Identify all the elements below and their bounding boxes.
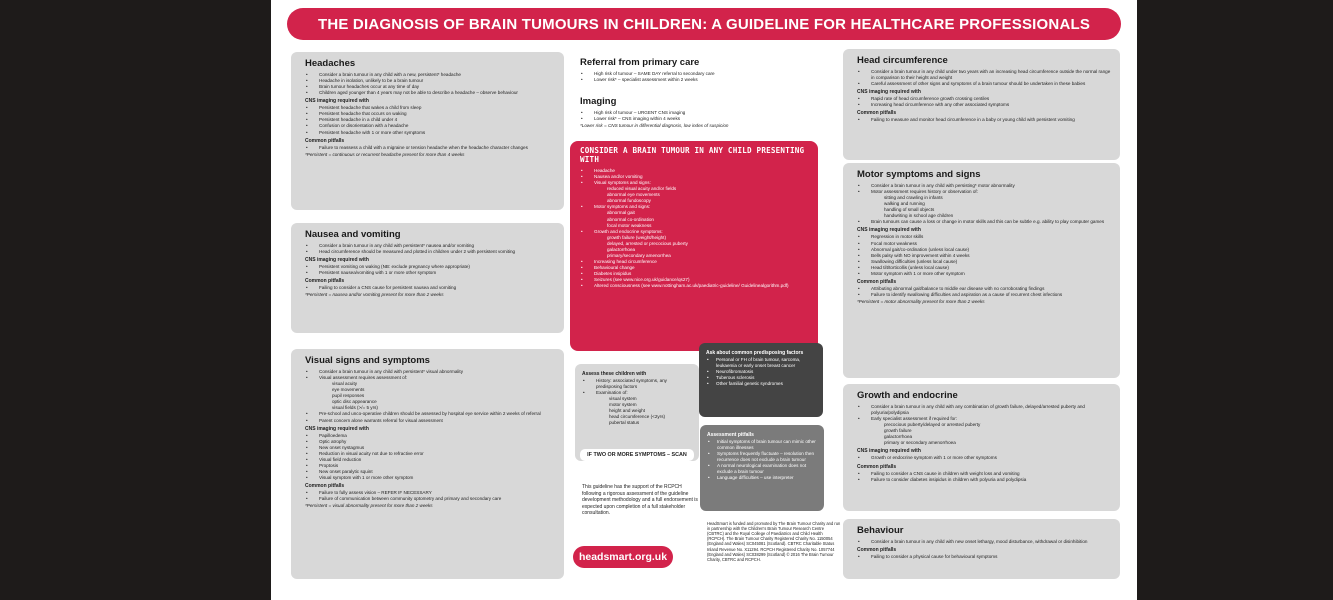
section-heading: Head circumference (857, 55, 948, 66)
cns-list (857, 96, 1112, 108)
footnote: *Persistent = visual abnormality present for more than 2 weeks (305, 503, 433, 509)
sub-list (857, 422, 1112, 446)
cns-imaging-label: CNS imaging required with (305, 98, 369, 105)
pitfall-list (305, 285, 556, 291)
pitfall-list (305, 490, 556, 502)
cns-item: • Swallowing difficulties (unless local cause) (857, 259, 1112, 265)
intro-item: • Careful assessment of other signs and symptoms of a brain tumour should be undertaken in these babies (857, 81, 1112, 87)
cns-list (857, 234, 1112, 276)
pitfall-item: • Failure of communication between community optometry and primary and secondary care (305, 496, 556, 502)
pitfall-list (857, 471, 1112, 483)
section-heading: Behaviour (857, 525, 904, 536)
pitfalls-label: Common pitfalls (857, 278, 897, 285)
cns-item: • Persistent vomiting on waking (NB: exclude pregnancy where appropriate) (305, 264, 556, 270)
section-item: • Lower risk* – specialist assessment within 2 weeks (580, 77, 810, 83)
predisposing-item: • Other familial genetic syndromes (706, 381, 816, 387)
sub-item: precocious puberty/delayed or arrested puberty (884, 422, 981, 428)
behaviour-card (843, 519, 1120, 579)
intro-list (305, 243, 556, 255)
cns-item: • Papilloedema (305, 433, 556, 439)
sub-item: visual fields (>/= 5 yrs) (332, 405, 378, 411)
section-item: • High risk of tumour – SAME DAY referral to secondary care (580, 71, 810, 77)
intro-item: • Motor assessment requires history or observation of: (857, 189, 1112, 195)
cns-item: • Head tilt/torticollis (unless local cause) (857, 265, 1112, 271)
predisposing-heading: Ask about common predisposing factors (706, 350, 804, 356)
cns-imaging-label: CNS imaging required with (857, 89, 921, 96)
assess-card (575, 364, 699, 461)
cns-item: • Visual symptom with 1 or more other symptom (305, 475, 556, 481)
cns-list (305, 433, 556, 482)
section-item: • High risk of tumour – URGENT CNS imaging (580, 110, 810, 116)
presenting-symptoms-panel (570, 141, 818, 351)
sub-list (305, 381, 556, 411)
intro-item: • Consider a brain tumour in any child with a new, persistent* headache (305, 72, 556, 78)
section-heading: Growth and endocrine (857, 390, 958, 401)
head-circumference-card (843, 49, 1120, 160)
pitfall-item: • Attributing abnormal gait/balance to middle ear disease with no corroborating findings (857, 286, 1112, 292)
cns-item: • Focal motor weakness (857, 241, 1112, 247)
intro-list (305, 72, 556, 96)
pitfall-item: • Failing to consider a physical cause for behavioural symptoms (857, 554, 1112, 560)
intro-list (857, 219, 1112, 225)
pitfall-list (857, 554, 1112, 560)
present-item: • Motor symptoms and signs: (580, 204, 808, 210)
present-item: abnormal gait (607, 210, 635, 216)
cns-item: • Bells palsy with NO improvement within 4 weeks (857, 253, 1112, 259)
cns-item: • Persistent headache in a child under 4 (305, 117, 556, 123)
scan-rule: IF TWO OR MORE SYMPTOMS – SCAN (580, 449, 694, 461)
pitfall-item: • Failure to consider diabetes insipidus in children with polyuria and polydipsia (857, 477, 1112, 483)
present-item: • Nausea and/or vomiting (580, 174, 808, 180)
pitfalls-label: Common pitfalls (305, 137, 345, 144)
pitfalls-label: Common pitfalls (857, 463, 897, 470)
present-item: • Behavioural change (580, 265, 808, 271)
cns-item: • Persistent headache that wakes a child from sleep (305, 105, 556, 111)
assess-item: • Examination of: (582, 390, 692, 396)
cns-item: • Persistent nausea/vomiting with 1 or more other symptom (305, 270, 556, 276)
section-heading: Referral from primary care (580, 57, 700, 68)
footnote: *Persistent = motor abnormality present for more than 2 weeks (857, 299, 985, 304)
cns-item: • Increasing head circumference with any other associated symptoms (857, 102, 1112, 108)
cns-item: • Regression in motor skills (857, 234, 1112, 240)
cns-list (857, 455, 1112, 461)
section-item: • Lower risk* – CNS imaging within 4 weeks (580, 116, 810, 122)
footnote: *Persistent = continuous or recurrent headache present for more than 4 weeks (305, 151, 465, 157)
intro-item: • Consider a brain tumour in any child with persistent* nausea and/or vomiting (305, 243, 556, 249)
present-item: abnormal fundoscopy (607, 198, 651, 204)
cns-item: • Motor symptom with 1 or more other symptom (857, 271, 1112, 277)
assessment-pitfall-item: • Initial symptoms of brain tumour can mimic other common illnesses (707, 439, 817, 451)
referral-section (580, 57, 810, 87)
present-item: reduced visual acuity and/or fields (607, 186, 677, 192)
section-list (580, 110, 810, 122)
sub-item: eye movements (332, 387, 365, 393)
predisposing-item: • Personal or FH of brain tumour, sarcoma, leukaemia or early onset breast cancer (706, 357, 816, 369)
footnote: *Persistent = nausea and/or vomiting present for more than 2 weeks (305, 292, 444, 298)
rcpch-support-text: This guideline has the support of the RCPCH following a rigorous assessment of the guideline development methodology and a full endorsement is expected upon completion of a full stakeholder consultation. (582, 484, 698, 516)
present-item: • Increasing head circumference (580, 259, 808, 265)
assess-heading: Assess these children with (582, 371, 647, 377)
present-item: growth failure (weight/height) (607, 234, 666, 240)
present-item: • Altered consciousness (see www.nottingham.ac.uk/paediatric-guideline/ Guidelinealgorithm.pdf) (580, 283, 808, 289)
predisposing-list (706, 357, 816, 387)
assess-item: • History: associated symptoms, any predisposing factors (582, 378, 692, 390)
present-item: abnormal co-ordination (607, 216, 654, 222)
intro-list (857, 69, 1112, 87)
sub-item: galactorrhoea (884, 434, 913, 440)
title-banner (287, 8, 1121, 40)
present-item: delayed, arrested or precocious puberty (607, 240, 688, 246)
section-heading: Visual signs and symptoms (305, 355, 430, 366)
pitfall-item: • Failing to consider a CNS cause in children with weight loss and vomiting (857, 471, 1112, 477)
cns-item: • Optic atrophy (305, 439, 556, 445)
pitfall-item: • Failing to consider a CNS cause for persistent nausea and vomiting (305, 285, 556, 291)
present-item: • Growth and endocrine symptoms: (580, 229, 808, 235)
presenting-list (580, 168, 808, 289)
intro-item: • Headache in isolation, unlikely to be a brain tumour (305, 78, 556, 84)
sub-item: optic disc appearance (332, 399, 377, 405)
assessment-pitfall-item: • Symptoms frequently fluctuate – resolution then recurrence does not exclude a brain tumour (707, 451, 817, 463)
intro-item: • Head circumference should be measured and plotted in children under 2 with persistent vomiting (305, 249, 556, 255)
present-item: abnormal eye movements (607, 192, 660, 198)
intro-item: • Consider a brain tumour in any child with any combination of growth failure, delayed/arrested puberty and polyuria/polydipsia (857, 404, 1112, 416)
pitfall-item: • Failing to measure and monitor head circumference in a baby or young child with persistent vomiting (857, 117, 1112, 123)
guideline-poster (271, 0, 1137, 600)
present-item: galactorrhoea (607, 246, 636, 252)
section-heading: Nausea and vomiting (305, 229, 401, 240)
intro-list (857, 183, 1112, 195)
intro-item: • Children aged younger than 4 years may not be able to describe a headache – observe behaviour (305, 90, 556, 96)
sub-item: handling of small objects (884, 207, 935, 213)
cns-item: • Proptosis (305, 463, 556, 469)
cns-item: • Persistent headache that occurs on waking (305, 111, 556, 117)
pitfall-item: • Failure to identify swallowing difficulties and aspiration as a cause of recurrent chest infections (857, 292, 1112, 298)
cns-imaging-label: CNS imaging required with (857, 227, 921, 234)
cns-item: • Reduction in visual acuity not due to refractive error (305, 451, 556, 457)
pitfalls-label: Common pitfalls (305, 278, 345, 285)
motor-card (843, 163, 1120, 378)
pitfall-list (857, 117, 1112, 123)
sub-item: walking and running (884, 201, 925, 207)
pitfalls-label: Common pitfalls (857, 110, 897, 117)
cns-item: • New onset paralytic squint (305, 469, 556, 475)
headsmart-url[interactable]: headsmart.org.uk (573, 546, 673, 568)
sub-list (857, 195, 1112, 219)
section-heading: Headaches (305, 58, 356, 69)
cns-list (305, 105, 556, 135)
footnote: *Lower risk = CNS tumour in differential diagnosis, low index of suspicion (580, 123, 729, 129)
cns-item: • Persistent headache with 1 or more other symptoms (305, 130, 556, 136)
pitfall-list (305, 145, 556, 151)
funding-statement: HeadSmart is funded and promoted by The Brain Tumour Charity and run in partnership with the Children's Brain Tumour Research Centre (CBTRC) and the Royal College of Paediatrics and Child Health (RCPCH). The Brain Tumour Charity Registered Charity No. 1150054 (England and Wales) SC045081 (Scotland). CBTRC Charitable Status Inland Revenue No. X11294. RCPCH Registered Charity No. 1057744 (England and Wales) SC038299 (Scotland) © 2016 The Brain Tumour Charity, CBTRC and RCPCH. (707, 521, 841, 562)
sub-item: sitting and crawling in infants (884, 195, 943, 201)
intro-item: • Early specialist assessment if required for: (857, 416, 1112, 422)
visual-card (291, 349, 564, 579)
present-item: • Seizures (see www.nice.org.uk/guidance/qs27) (580, 277, 808, 283)
cns-item: • Abnormal gait/co-ordination (unless local cause) (857, 247, 1112, 253)
sub-item: pupil responses (332, 393, 365, 399)
present-item: • Headache (580, 168, 808, 174)
cns-imaging-label: CNS imaging required with (305, 257, 369, 264)
assess-item: visual system (609, 396, 637, 402)
sub-item: handwriting in school age children (884, 213, 954, 219)
intro-item: • Parent concern alone warrants referral for visual assessment (305, 418, 556, 424)
headaches-card (291, 52, 564, 210)
predisposing-item: • Neurofibromatosis (706, 369, 816, 375)
intro-list (305, 369, 556, 381)
cns-item: • Visual field reduction (305, 457, 556, 463)
nausea-card (291, 223, 564, 333)
predisposing-card (699, 343, 823, 417)
intro-item: • Consider a brain tumour in any child with persisting* motor abnormality (857, 183, 1112, 189)
imaging-section (580, 96, 810, 136)
intro-list (857, 539, 1112, 545)
assess-list (582, 378, 692, 427)
assessment-pitfall-item: • Language difficulties – use interpreter (707, 475, 817, 481)
section-heading: Motor symptoms and signs (857, 169, 981, 180)
assessment-pitfall-item: • A normal neurological examination does not exclude a brain tumour (707, 463, 817, 475)
cns-list (305, 264, 556, 276)
section-list (580, 71, 810, 83)
pitfall-item: • Failure to fully assess vision – REFER IF NECESSARY (305, 490, 556, 496)
cns-imaging-label: CNS imaging required with (305, 425, 369, 432)
intro-item: • Consider a brain tumour in any child with persistent* visual abnormality (305, 369, 556, 375)
intro-item: • Consider a brain tumour in any child under two years with an increasing head circumference outside the normal range in comparison to their height and weight (857, 69, 1112, 81)
assess-item: head circumference (<2yrs) (609, 414, 666, 420)
pitfalls-label: Common pitfalls (857, 547, 897, 554)
sub-item: primary or secondary amenorrhoea (884, 440, 956, 446)
cns-item: • Confusion or disorientation with a headache (305, 123, 556, 129)
cns-item: • New onset nystagmus (305, 445, 556, 451)
cns-item: • Rapid rate of head circumference growth crossing centiles (857, 96, 1112, 102)
intro-item: • Brain tumours can cause a loss or change in motor skills and this can be subtle e.g. ability to play computer games (857, 219, 1112, 225)
assess-item: motor system (609, 402, 637, 408)
assessment-pitfalls-card (700, 425, 824, 511)
intro-item: • Pre-school and unco-operative children should be assessed by hospital eye service within 2 weeks of referral (305, 411, 556, 417)
sub-item: visual acuity (332, 381, 358, 387)
intro-list (305, 411, 556, 423)
cns-imaging-label: CNS imaging required with (857, 448, 921, 455)
cns-item: • Growth or endocrine symptom with 1 or more other symptoms (857, 455, 1112, 461)
pitfalls-label: Common pitfalls (305, 483, 345, 490)
assessment-pitfalls-heading: Assessment pitfalls (707, 432, 754, 438)
pitfall-item: • Failure to reassess a child with a migraine or tension headache when the headache character changes (305, 145, 556, 151)
poster-title: THE DIAGNOSIS OF BRAIN TUMOURS IN CHILDREN: A GUIDELINE FOR HEALTHCARE PROFESSIONALS (317, 15, 1091, 33)
growth-card (843, 384, 1120, 511)
intro-item: • Visual assessment requires assessment of: (305, 375, 556, 381)
intro-item: • Brain tumour headaches occur at any time of day (305, 84, 556, 90)
sub-item: growth failure (884, 428, 912, 434)
assess-item: height and weight (609, 408, 646, 414)
predisposing-item: • Tuberous sclerosis (706, 375, 816, 381)
assessment-pitfalls-list (707, 439, 817, 481)
present-item: • Visual symptoms and signs: (580, 180, 808, 186)
section-heading: Imaging (580, 96, 617, 107)
present-item: primary/secondary amenorrhea (607, 252, 671, 258)
present-item: • Diabetes insipidus (580, 271, 808, 277)
pitfall-list (857, 286, 1112, 298)
intro-list (857, 404, 1112, 422)
presenting-heading: CONSIDER A BRAIN TUMOUR IN ANY CHILD PRESENTING WITH (580, 146, 805, 164)
assess-item: pubertal status (609, 420, 640, 426)
present-item: focal motor weakness (607, 222, 652, 228)
intro-item: • Consider a brain tumour in any child with new onset lethargy, mood disturbance, withdrawal or disinhibition (857, 539, 1112, 545)
